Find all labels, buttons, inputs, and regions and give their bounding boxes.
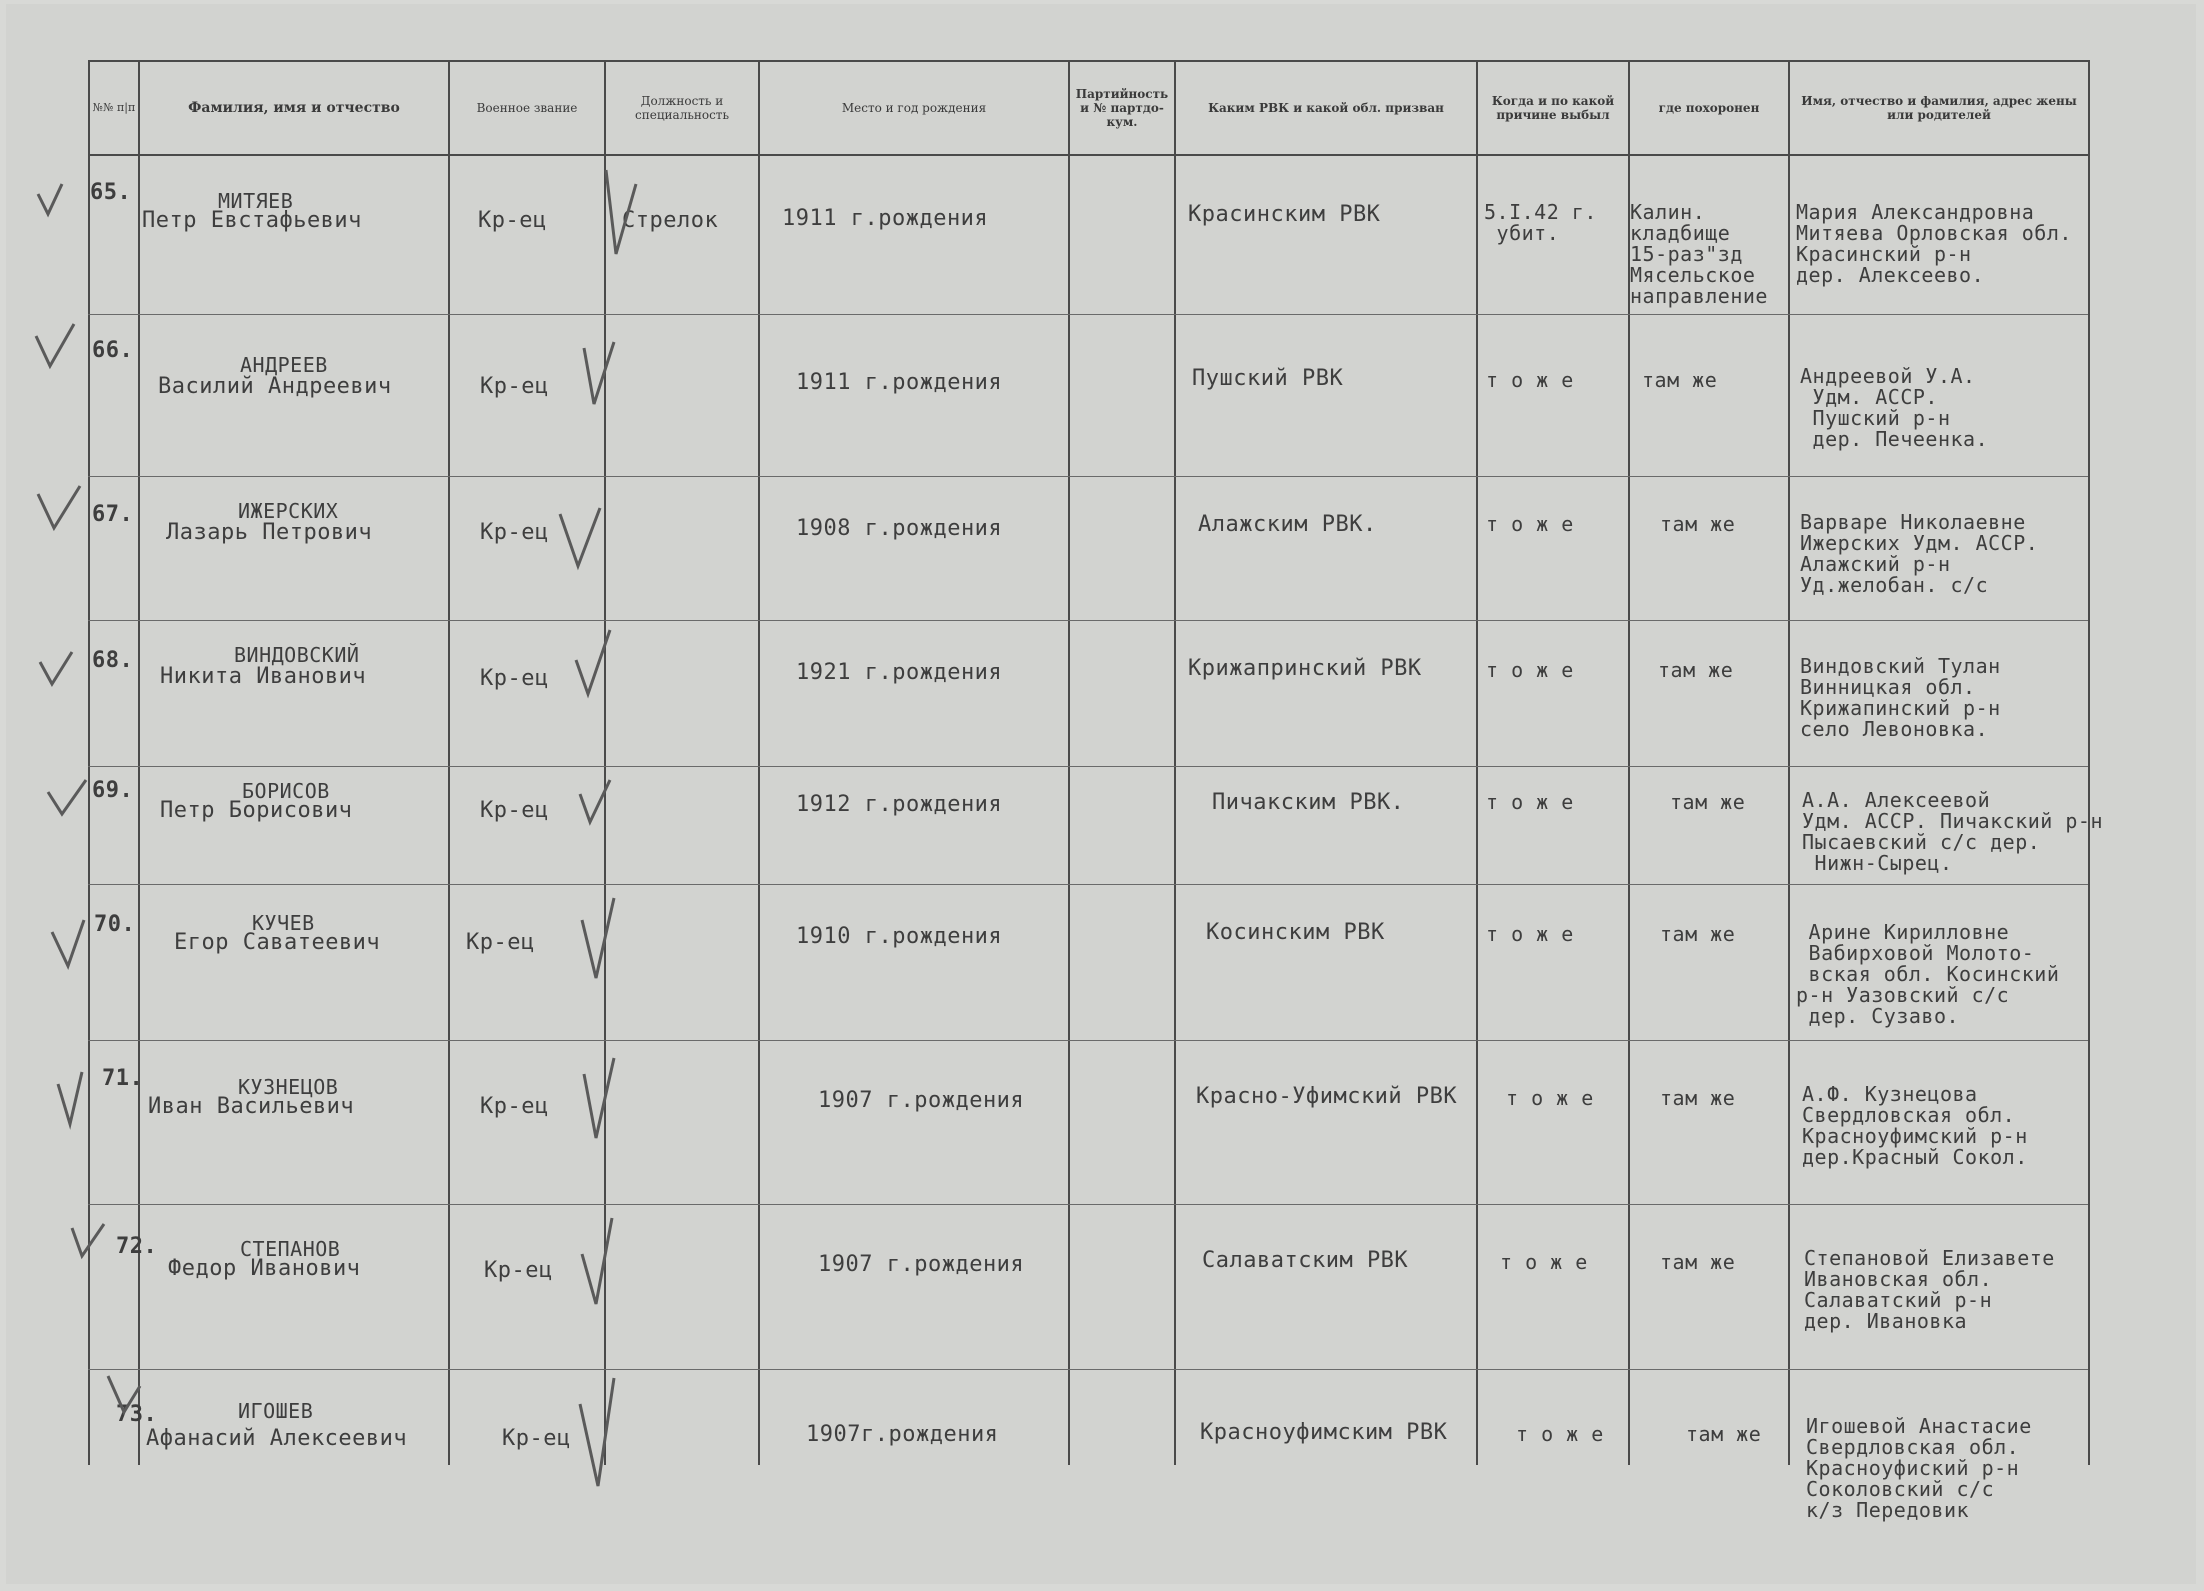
when-left: т о ж е: [1486, 368, 1574, 392]
header-birth: Место и год рождения: [841, 101, 987, 115]
rvk: Косинским РВК: [1206, 920, 1385, 945]
check-mark-icon: [36, 484, 86, 534]
header-rvk: Каким РВК и какой обл. призван: [1208, 101, 1444, 115]
row-separator: [88, 476, 2088, 477]
rvk: Красно-Уфимский РВК: [1196, 1084, 1458, 1109]
when-left: 5.I.42 г. убит.: [1484, 200, 1597, 245]
surname: ВИНДОВСКИЙ: [234, 643, 360, 667]
col-divider-7: [1174, 60, 1176, 1465]
when-left: т о ж е: [1486, 658, 1574, 682]
col-divider-10: [1788, 60, 1790, 1465]
check-mark-icon: [556, 504, 606, 574]
check-mark-icon: [576, 1374, 620, 1494]
birth: 1912 г.рождения: [796, 792, 1003, 817]
surname: КУЧЕВ: [252, 911, 315, 935]
row-number: 69.: [92, 778, 134, 803]
row-separator: [88, 884, 2088, 885]
birth: 1911 г.рождения: [782, 206, 989, 231]
buried: там же: [1660, 1250, 1736, 1274]
relatives: Мария Александровна Митяева Орловская обл. Красинский р-н дер. Алексеево.: [1796, 200, 2072, 287]
check-mark-icon: [46, 778, 90, 820]
col-divider-8: [1476, 60, 1478, 1465]
given-names: Иван Васильевич: [148, 1094, 355, 1119]
header-party: Партийность и № партдо-кум.: [1075, 87, 1169, 129]
row-number: 67.: [92, 502, 134, 527]
given-names: Егор Саватеевич: [174, 930, 381, 955]
check-mark-icon: [580, 338, 620, 414]
header-buried: где похоронен: [1658, 101, 1760, 115]
buried: Калин. кладбище 15-раз"зд Мясельское направление: [1630, 200, 1768, 308]
given-names: Лазарь Петрович: [166, 520, 373, 545]
col-divider-5: [758, 60, 760, 1465]
rank: Кр-ец: [502, 1426, 571, 1451]
header-relatives: Имя, отчество и фамилия, адрес жены или родителей: [1801, 94, 2077, 122]
surname: БОРИСОВ: [242, 779, 330, 803]
check-mark-icon: [578, 1214, 618, 1310]
rank: Кр-ец: [466, 930, 535, 955]
col-divider-11: [2088, 60, 2090, 1465]
relatives: Виндовский Тулан Винницкая обл. Крижапинский р-н село Левоновка.: [1800, 654, 2001, 741]
rank: Кр-ец: [478, 208, 547, 233]
surname: МИТЯЕВ: [218, 189, 294, 213]
surname: ИГОШЕВ: [238, 1399, 314, 1423]
relatives: Варваре Николаевне Ижерских Удм. АССР. Алажский р-н Уд.желобан. с/с: [1800, 510, 2039, 597]
given-names: Федор Иванович: [168, 1256, 361, 1281]
col-divider-3: [448, 60, 450, 1465]
given-names: Афанасий Алексеевич: [146, 1426, 408, 1451]
document-sheet: [6, 4, 2196, 1584]
buried: там же: [1660, 922, 1736, 946]
row-separator: [88, 766, 2088, 767]
row-separator: [88, 314, 2088, 315]
when-left: т о ж е: [1486, 790, 1574, 814]
rvk: Крижапринский РВК: [1188, 656, 1422, 681]
birth: 1921 г.рождения: [796, 660, 1003, 685]
surname: КУЗНЕЦОВ: [238, 1075, 339, 1099]
rvk: Алажским РВК.: [1198, 512, 1377, 537]
row-number: 70.: [94, 912, 136, 937]
row-separator: [88, 1040, 2088, 1041]
check-mark-icon: [34, 322, 78, 372]
rank: Кр-ец: [480, 520, 549, 545]
row-number: 71.: [102, 1066, 144, 1091]
check-mark-icon: [576, 774, 616, 830]
buried: там же: [1660, 512, 1736, 536]
rank: Кр-ец: [480, 1094, 549, 1119]
relatives: Степановой Елизавете Ивановская обл. Салаватский р-н дер. Ивановка: [1804, 1246, 2055, 1333]
rank: Кр-ец: [480, 374, 549, 399]
check-mark-icon: [578, 894, 620, 984]
row-number: 66.: [92, 338, 134, 363]
birth: 1910 г.рождения: [796, 924, 1003, 949]
check-mark-icon: [50, 918, 90, 972]
birth: 1911 г.рождения: [796, 370, 1003, 395]
rvk: Пичакским РВК.: [1212, 790, 1405, 815]
row-separator: [88, 620, 2088, 621]
given-names: Василий Андреевич: [158, 374, 392, 399]
surname: СТЕПАНОВ: [240, 1237, 341, 1261]
rvk: Пушский РВК: [1192, 366, 1344, 391]
when-left: т о ж е: [1500, 1250, 1588, 1274]
row-number: 72.: [116, 1234, 158, 1259]
buried: там же: [1642, 368, 1718, 392]
rank: Кр-ец: [484, 1258, 553, 1283]
row-number: 65.: [90, 180, 132, 205]
buried: там же: [1658, 658, 1734, 682]
row-separator: [88, 1369, 2088, 1370]
header-name: Фамилия, имя и отчество: [188, 100, 400, 116]
row-separator: [88, 1204, 2088, 1205]
header-rank: Военное звание: [476, 101, 578, 115]
row-number: 73.: [116, 1402, 158, 1427]
check-mark-icon: [38, 650, 78, 690]
birth: 1908 г.рождения: [796, 516, 1003, 541]
check-mark-icon: [70, 1222, 110, 1262]
birth: 1907 г.рождения: [818, 1252, 1025, 1277]
check-mark-icon: [572, 626, 616, 702]
header-num: №№ п|п: [92, 101, 136, 114]
buried: там же: [1670, 790, 1746, 814]
header-position: Должность и специальность: [635, 94, 729, 122]
given-names: Петр Евстафьевич: [142, 208, 362, 233]
buried: там же: [1686, 1422, 1762, 1446]
birth: 1907 г.рождения: [818, 1088, 1025, 1113]
surname: ИЖЕРСКИХ: [238, 499, 339, 523]
rank: Кр-ец: [480, 798, 549, 823]
position: Стрелок: [622, 208, 719, 233]
rvk: Салаватским РВК: [1202, 1248, 1409, 1273]
when-left: т о ж е: [1486, 512, 1574, 536]
check-mark-icon: [56, 1070, 86, 1130]
check-mark-icon: [106, 1374, 146, 1418]
when-left: т о ж е: [1516, 1422, 1604, 1446]
header-when: Когда и по какой причине выбыл: [1491, 94, 1615, 122]
relatives: Арине Кирилловне Вабирховой Молото- вская обл. Косинский р-н Уазовский с/с дер. Сузаво.: [1796, 920, 2060, 1028]
rvk: Красноуфимским РВК: [1200, 1420, 1448, 1445]
check-mark-icon: [36, 180, 66, 220]
relatives: А.Ф. Кузнецова Свердловская обл. Красноуфимский р-н дер.Красный Сокол.: [1802, 1082, 2028, 1169]
col-divider-6: [1068, 60, 1070, 1465]
surname: АНДРЕЕВ: [240, 353, 328, 377]
when-left: т о ж е: [1506, 1086, 1594, 1110]
rvk: Красинским РВК: [1188, 202, 1381, 227]
given-names: Никита Иванович: [160, 664, 367, 689]
check-mark-icon: [602, 166, 642, 262]
when-left: т о ж е: [1486, 922, 1574, 946]
rank: Кр-ец: [480, 666, 549, 691]
relatives: Игошевой Анастасие Свердловская обл. Красноуфиский р-н Соколовский с/с к/з Передовик: [1806, 1414, 2032, 1522]
relatives: Андреевой У.А. Удм. АССР. Пушский р-н дер. Печеенка.: [1800, 364, 1989, 451]
given-names: Петр Борисович: [160, 798, 353, 823]
birth: 1907г.рождения: [806, 1422, 999, 1447]
row-number: 68.: [92, 648, 134, 673]
buried: там же: [1660, 1086, 1736, 1110]
check-mark-icon: [580, 1054, 620, 1144]
relatives: А.А. Алексеевой Удм. АССР. Пичакский р-н Пысаевский с/с дер. Нижн-Сырец.: [1802, 788, 2103, 875]
